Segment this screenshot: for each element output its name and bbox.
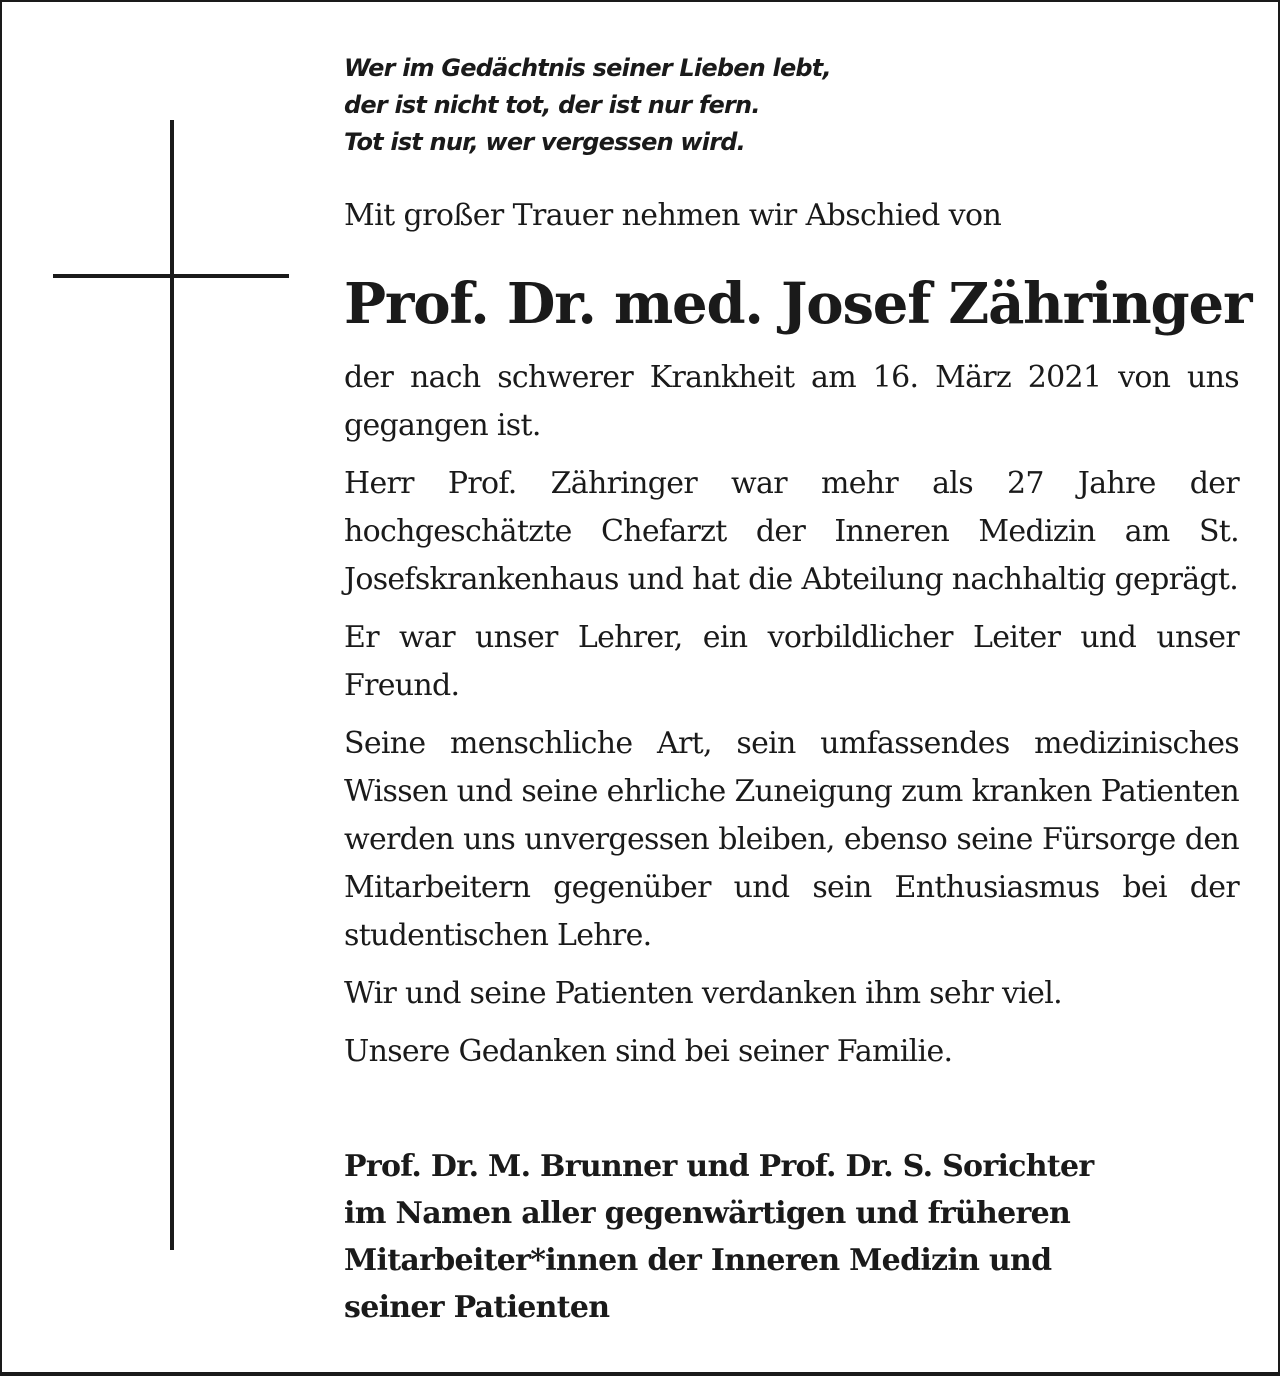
- signature-line: seiner Patienten: [344, 1290, 610, 1325]
- motto-line: Wer im Gedächtnis seiner Lieben lebt,: [344, 54, 831, 82]
- obituary-paragraph: Herr Prof. Zähringer war mehr als 27 Jahre der hochgeschätzte Chefarzt der Inneren Medizin am St. Josefskrankenhaus und hat die Abteilung nachhaltig geprägt.: [344, 466, 1239, 597]
- obituary-content: [344, 50, 1252, 1331]
- signature-block: [344, 1143, 1239, 1331]
- cross-horizontal-bar: [53, 274, 289, 278]
- obituary-paragraph: Unsere Gedanken sind bei seiner Familie.: [344, 1034, 953, 1069]
- deceased-name: Prof. Dr. med. Josef Zähringer: [344, 271, 1252, 337]
- signature-line: im Namen aller gegenwärtigen und früheren: [344, 1196, 1071, 1231]
- motto-line: der ist nicht tot, der ist nur fern.: [344, 91, 760, 119]
- signature-line: Prof. Dr. M. Brunner und Prof. Dr. S. Sorichter: [344, 1149, 1094, 1184]
- obituary-paragraph: Er war unser Lehrer, ein vorbildlicher Leiter und unser Freund.: [344, 620, 1239, 703]
- obituary-paragraph: Wir und seine Patienten verdanken ihm sehr viel.: [344, 976, 1062, 1011]
- obituary-paragraph: Seine menschliche Art, sein umfassendes medizinisches Wissen und seine ehrliche Zuneigung zum kranken Patienten werden uns unvergessen bleiben, ebenso seine Fürsorge den Mitarbeitern gegenüber und sein Enthusiasmus bei der studentischen Lehre.: [344, 726, 1239, 953]
- signature-line: Mitarbeiter*innen der Inneren Medizin und: [344, 1243, 1052, 1278]
- motto-line: Tot ist nur, wer vergessen wird.: [344, 128, 745, 156]
- cross-vertical-bar: [170, 120, 174, 1250]
- farewell-intro: Mit großer Trauer nehmen wir Abschied von: [344, 198, 1002, 233]
- obituary-paragraph: der nach schwerer Krankheit am 16. März 2021 von uns gegangen ist.: [344, 360, 1239, 443]
- memorial-motto: [344, 50, 1239, 161]
